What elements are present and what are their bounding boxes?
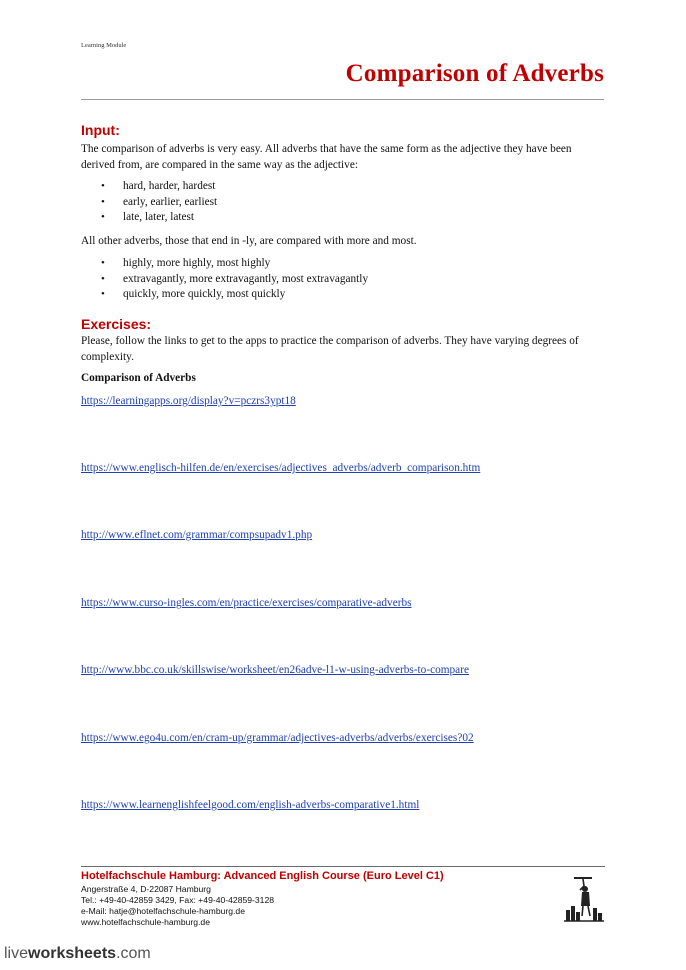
exercise-link-englisch-hilfen[interactable]: https://www.englisch-hilfen.de/en/exercises/adjectives_adverbs/adverb_comparison.htm [81, 462, 481, 474]
exercise-link-learnenglishfeelgood[interactable]: https://www.learnenglishfeelgood.com/english-adverbs-comparative1.html [81, 799, 420, 811]
exercise-link-curso-ingles[interactable]: https://www.curso-ingles.com/en/practice/exercises/comparative-adverbs [81, 597, 412, 609]
bullet-icon: • [101, 211, 105, 223]
bullet-icon: • [101, 195, 105, 208]
input-intro-text: The comparison of adverbs is very easy. All adverbs that have the same form as the adjective they have been derived from, are compared in the same way as the adjective: [81, 143, 572, 171]
input-heading: Input: [81, 122, 120, 138]
module-label: Learning Module [81, 42, 127, 49]
page-title: Comparison of Adverbs [345, 60, 604, 87]
list-item: • extravagantly, more extravagantly, most extravagantly [81, 272, 368, 288]
list-item: • quickly, more quickly, most quickly [81, 287, 368, 303]
footer-divider [81, 866, 605, 867]
exercise-link-bbc[interactable]: http://www.bbc.co.uk/skillswise/worksheet/en26adve-l1-w-using-adverbs-to-compare [81, 664, 469, 676]
liveworksheets-watermark: liveworksheets.com [4, 945, 151, 962]
same-form-bullet-list [81, 179, 217, 226]
waiter-with-tray-logo-icon [562, 872, 606, 924]
bullet-icon: • [101, 272, 105, 285]
exercise-link-ego4u[interactable]: https://www.ego4u.com/en/cram-up/grammar/adjectives-adverbs/adverbs/exercises?02 [81, 732, 474, 744]
exercise-link-eflnet[interactable]: http://www.eflnet.com/grammar/compsupadv1.php [81, 529, 313, 541]
exercise-link-learningapps[interactable]: https://learningapps.org/display?v=pczrs3ypt18 [81, 395, 296, 407]
ly-adverbs-text: All other adverbs, those that end in -ly, are compared with more and most. [81, 235, 417, 247]
exercises-heading: Exercises: [81, 316, 152, 332]
list-item: • highly, more highly, most highly [81, 256, 368, 272]
footer-phone: Tel.: +49-40-42859 3429, Fax: +49-40-42859-3128 [81, 895, 275, 905]
footer-school-title: Hotelfachschule Hamburg: Advanced English Course (Euro Level C1) [81, 870, 444, 882]
title-divider [81, 99, 604, 100]
bullet-icon: • [101, 180, 105, 192]
list-item: • hard, harder, hardest [81, 179, 217, 195]
list-item: • late, later, latest [81, 210, 217, 226]
list-item: • early, earlier, earliest [81, 195, 217, 211]
bullet-icon: • [101, 288, 105, 300]
footer-email: e-Mail: hatje@hotelfachschule-hamburg.de [81, 906, 245, 916]
exercises-intro-text: Please, follow the links to get to the apps to practice the comparison of adverbs. They have varying degrees of complexity. [81, 335, 579, 363]
footer-website: www.hotelfachschule-hamburg.de [81, 917, 210, 927]
bullet-icon: • [101, 257, 105, 269]
links-subheading: Comparison of Adverbs [81, 372, 196, 384]
ly-bullet-list [81, 256, 368, 303]
footer-address: Angerstraße 4, D-22087 Hamburg [81, 884, 211, 894]
